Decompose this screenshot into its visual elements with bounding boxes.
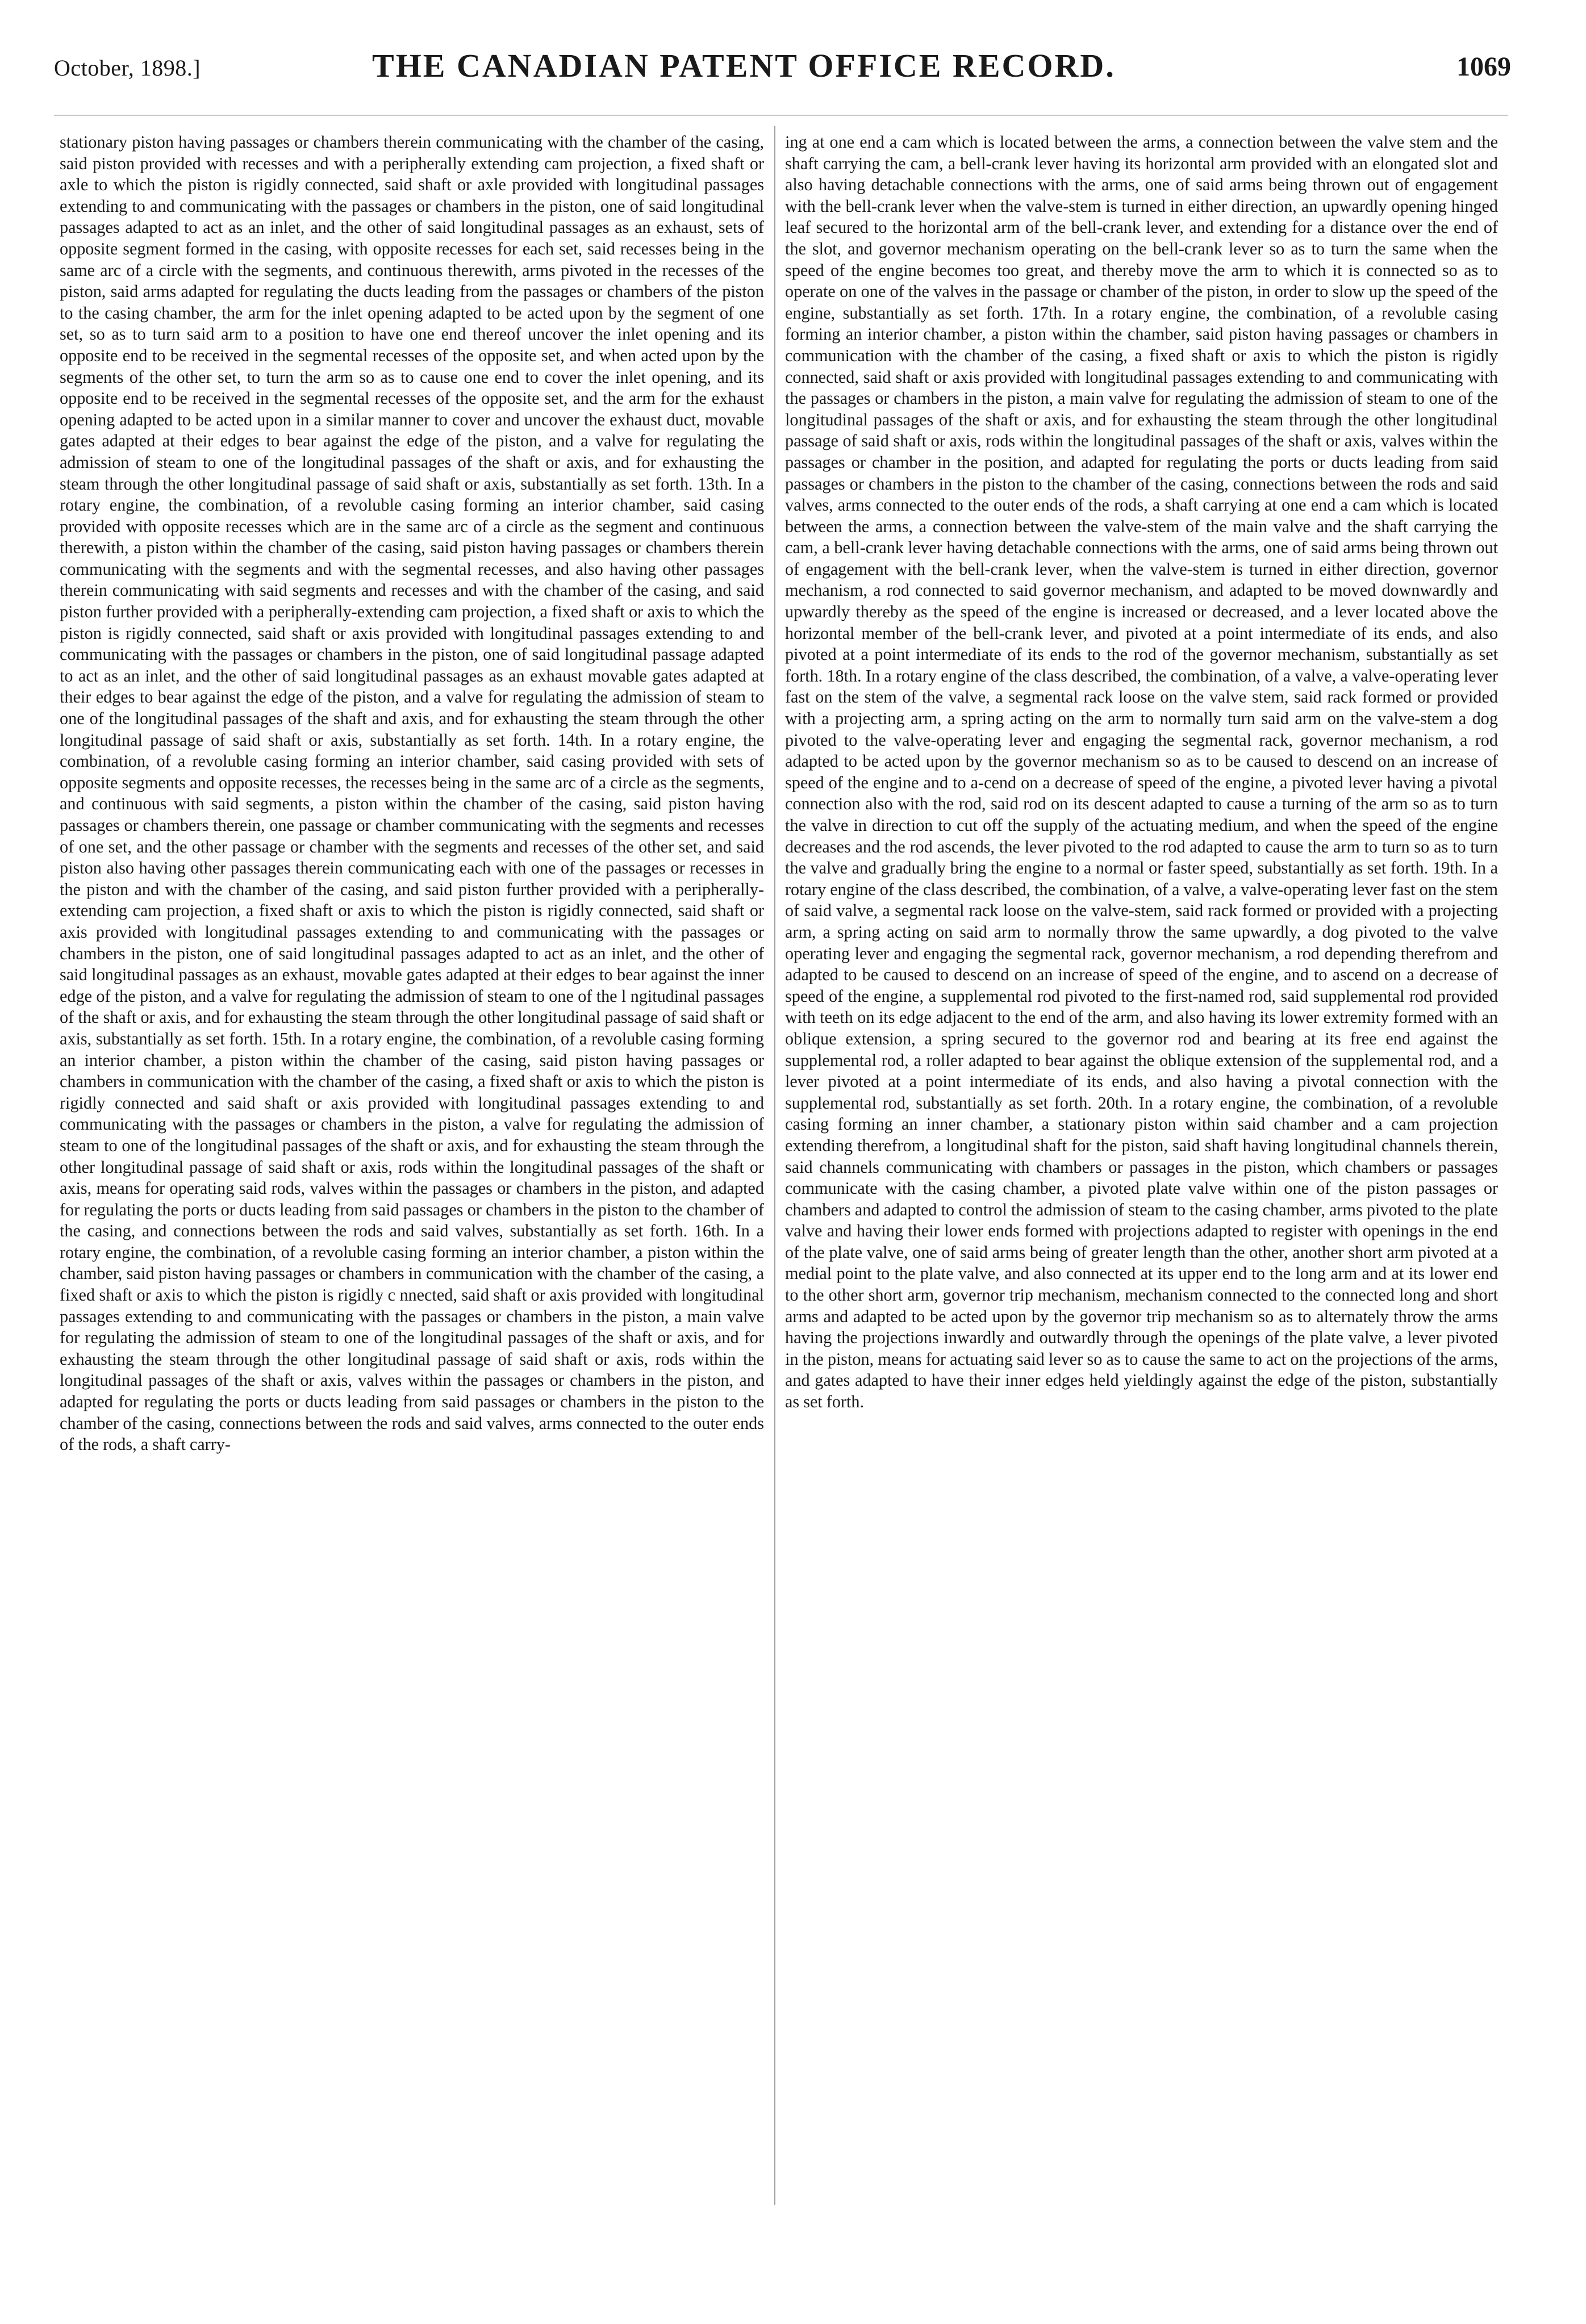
page-number: 1069 bbox=[1456, 52, 1511, 82]
right-column bbox=[785, 132, 1498, 2210]
journal-title: THE CANADIAN PATENT OFFICE RECORD. bbox=[372, 47, 1116, 84]
running-head bbox=[54, 44, 1511, 90]
right-column-text: ing at one end a cam which is located between the arms, a connection between the valve stem and the shaft carrying the cam, a bell-crank lever having its horizontal arm provided with an elongated slot and also having detachable connections with the arms, one of said arms being thrown out of engagement with the bell-crank lever when the valve-stem is turned in either direction, an upwardly opening hinged leaf secured to the horizontal arm of the bell-crank lever, and extending for a distance over the end of the slot, and governor mechanism operating on the bell-crank lever so as to turn the same when the speed of the engine becomes too great, and thereby move the arm to which it is connected so as to operate on one of the valves in the passage or chamber of the piston, in order to slow up the speed of the engine, substantially as set forth. 17th. In a rotary engine, the combination, of a revoluble casing forming an interior chamber, a piston within the chamber, said piston having passages or chambers in communication with the chamber of the casing, a fixed shaft or axis to which the piston is rigidly connected, said shaft or axis provided with longitudinal passages extending to and communicating with the passages or chambers in the piston, a main valve for regulating the admission of steam to one of the longitudinal passages of the shaft or axis, and for exhausting the steam through the other longitudinal passage of said shaft or axis, rods within the longitudinal passages of the shaft or axis, valves within the passages or chamber in the position, and adapted for regulating the ports or ducts leading from said passages or chambers in the piston to the chamber of the casing, connections between the rods and said valves, arms connected to the outer ends of the rods, a shaft carrying at one end a cam which is located between the arms, a connection between the valve-stem of the main valve and the shaft carrying the cam, a bell-crank lever having detachable connections with the arms, one of said arms being thrown out of engagement with the bell-crank lever, when the valve-stem is turned in either direction, governor mechanism, a rod connected to said governor mechanism, and adapted to be moved downwardly and upwardly thereby as the speed of the engine is increased or decreased, and a lever located above the horizontal member of the bell-crank lever, and pivoted at a point intermediate of its ends, and also pivoted at a point intermediate of its ends to the rod of the governor mechanism, substantially as set forth. 18th. In a rotary engine of the class described, the combination, of a valve, a valve-operating lever fast on the stem of the valve, a segmental rack loose on the valve stem, said rack formed or provided with a projecting arm, a spring acting on the arm to normally turn said arm on the valve-stem a dog pivoted to the valve-operating lever and engaging the segmental rack, governor mechanism, a rod adapted to be acted upon by the governor mechanism so as to be caused to descend on an increase of speed of the engine and to a-cend on a decrease of speed of the engine, a pivoted lever having a pivotal connection also with the rod, said rod on its descent adapted to cause a turning of the arm so as to turn the valve in direction to cut off the supply of the actuating medium, and when the speed of the engine decreases and the rod ascends, the lever pivoted to the rod adapted to cause the arm to turn so as to turn the valve and gradually bring the engine to a normal or faster speed, substantially as set forth. 19th. In a rotary engine of the class described, the combination, of a valve, a valve-operating lever fast on the stem of said valve, a segmental rack loose on the valve-stem, said rack formed or provided with a projecting arm, a spring acting on said arm to normally throw the same upwardly, a dog pivoted to the valve operating lever and engaging the segmental rack, governor mechanism, a rod depending therefrom and adapted to be caused to descend on an increase of speed of the engine, and to ascend on a decrease of speed of the engine, a supplemental rod pivoted to the first-named rod, said supplemental rod provided with teeth on its edge adjacent to the end of the arm, and also having its lower extremity formed with an oblique extension, a spring secured to the governor rod and bearing at its free end against the supplemental rod, a roller adapted to bear against the oblique extension of the supplemental rod, and a lever pivoted at a point intermediate of its ends, and also having a pivotal connection with the supplemental rod, substantially as set forth. 20th. In a rotary engine, the combination, of a revoluble casing forming an inner chamber, a stationary piston within said chamber and a cam projection extending therefrom, a longitudinal shaft for the piston, said shaft having longitudinal channels therein, said channels communicating with chambers or passages in the piston, which chambers or passages communicate with the casing chamber, a pivoted plate valve within one of the piston passages or chambers and adapted to control the admission of steam to the casing chamber, arms pivoted to the plate valve and having their lower ends formed with projections adapted to register with openings in the end of the plate valve, one of said arms being of greater length than the other, another short arm pivoted at a medial point to the plate valve, and also connected at its upper end to the long arm and at its lower end to the other short arm, governor trip mechanism, mechanism connected to the connected long and short arms and adapted to be acted upon by the governor trip mechanism so as to alternately throw the arms having the projections inwardly and outwardly through the openings of the plate valve, a lever pivoted in the piston, means for actuating said lever so as to cause the same to act on the projections of the arms, and gates adapted to have their inner edges held yieldingly against the edge of the piston, substantially as set forth. bbox=[785, 132, 1498, 1412]
issue-date: October, 1898.] bbox=[54, 55, 201, 81]
left-column-text: stationary piston having passages or chambers therein communicating with the chamber of the casing, said piston provided with recesses and with a peripherally extending cam projection, a fixed shaft or axle to which the piston is rigidly connected, said shaft or axle provided with longitudinal passages extending to and communicating with the passages or chambers in the piston, one of said longitudinal passages adapted to act as an inlet, and the other of said longitudinal passages as an exhaust, sets of opposite segment formed in the casing, with opposite recesses for each set, said recesses being in the same arc of a circle with the segments, and continuous therewith, arms pivoted in the recesses of the piston, said arms adapted for regulating the ducts leading from the passages or chambers of the piston to the casing chamber, the arm for the inlet opening adapted to be acted upon by the segment of one set, so as to turn said arm to a position to have one end thereof uncover the inlet opening and its opposite end to be received in the segmental recesses of the opposite set, and when acted upon by the segments of the other set, to turn the arm so as to cause one end to cover the inlet opening, and its opposite end to be received in the segmental recesses of the opposite set, and the arm for the exhaust opening adapted to be acted upon in a similar manner to cover and uncover the exhaust duct, movable gates adapted at their edges to bear against the edge of the piston, and a valve for regulating the admission of steam to one of the longitudinal passages of the shaft or axis, and for exhausting the steam through the other longitudinal passage of said shaft or axis, substantially as set forth. 13th. In a rotary engine, the combination, of a revoluble casing forming an interior chamber, said casing provided with opposite recesses which are in the same arc of a circle as the segment and continuous therewith, a piston within the chamber of the casing, said piston having passages or chambers therein communicating with the segments and with the segmental recesses, and also having other passages therein communicating with said segments and recesses and with the chamber of the casing, and said piston further provided with a peripherally-extending cam projection, a fixed shaft or axis to which the piston is rigidly connected, said shaft or axis provided with longitudinal passages extending to and communicating with the passages or chambers in the piston, one of said longitudinal passage adapted to act as an inlet, and the other of said longitudinal passages as an exhaust movable gates adapted at their edges to bear against the edge of the piston, and a valve for regulating the admission of steam to one of the longitudinal passages of the shaft and axis, and for exhausting the steam through the other longitudinal passage of said shaft or axis, substantially as set forth. 14th. In a rotary engine, the combination, of a revoluble casing forming an interior chamber, said casing provided with sets of opposite segments and opposite recesses, the recesses being in the same arc of a circle as the segments, and continuous with said segments, a piston within the chamber of the casing, said piston having passages or chambers therein, one passage or chamber communicating with the segments and recesses of one set, and the other passage or chamber with the segments and recesses of the other set, and said piston also having other passages therein communicating each with one of the passages or recesses in the piston and with the chamber of the casing, and said piston further provided with a peripherally-extending cam projection, a fixed shaft or axis to which the piston is rigidly connected, said shaft or axis provided with longitudinal passages extending to and communicating with the passages or chambers in the piston, one of said longitudinal passages adapted to act as an inlet, and the other of said longitudinal passages as an exhaust, movable gates adapted at their edges to bear against the inner edge of the piston, and a valve for regulating the admission of steam to one of the l ngitudinal passages of the shaft or axis, and for exhausting the steam through the other longitudinal passage of said shaft or axis, substantially as set forth. 15th. In a rotary engine, the combination, of a revoluble casing forming an interior chamber, a piston within the chamber of the casing, said piston having passages or chambers in communication with the chamber of the casing, a fixed shaft or axis to which the piston is rigidly connected and said shaft or axis provided with longitudinal passages extending to and communicating with the passages or chambers in the piston, a valve for regulating the admission of steam to one of the longitudinal passages of the shaft or axis, and for exhausting the steam through the other longitudinal passage of said shaft or axis, rods within the longitudinal passages of the shaft or axis, means for operating said rods, valves within the passages or chambers in the piston, and adapted for regulating the ports or ducts leading from said passages or chambers in the piston to the chamber of the casing, and connections between the rods and said valves, substantially as set forth. 16th. In a rotary engine, the combination, of a revoluble casing forming an interior chamber, a piston within the chamber, said piston having passages or chambers in communication with the chamber of the casing, a fixed shaft or axis to which the piston is rigidly c nnected, said shaft or axis provided with longitudinal passages extending to and communicating with the passages or chambers in the piston, a main valve for regulating the admission of steam to one of the longitudinal passages of the shaft or axis, and for exhausting the steam through the other longitudinal passage of said shaft or axis, rods within the longitudinal passages of the shaft or axis, valves within the passages or chambers in the piston, and adapted for regulating the ports or ducts leading from said passages or chambers in the piston to the chamber of the casing, connections between the rods and said valves, arms connected to the outer ends of the rods, a shaft carry- bbox=[60, 132, 764, 1454]
column-divider bbox=[774, 126, 775, 2205]
header-rule bbox=[54, 115, 1508, 116]
left-column bbox=[60, 132, 764, 2210]
